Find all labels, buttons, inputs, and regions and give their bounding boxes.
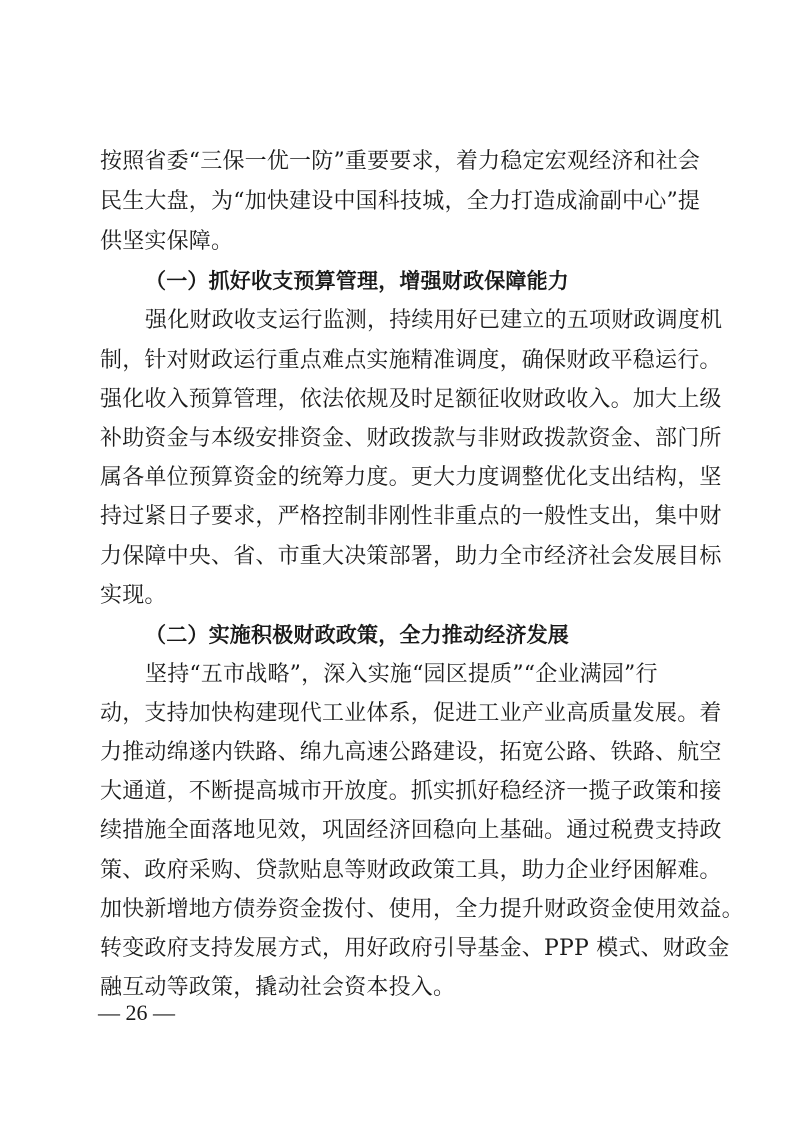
- section2-line-3: 力推动绵遂内铁路、绵九高速公路建设，拓宽公路、铁路、航空: [100, 740, 722, 765]
- section1-line-8: 实现。: [100, 583, 167, 608]
- section-heading-2: （二）实施积极财政政策，全力推动经济发展: [145, 623, 569, 647]
- section1-line-4: 补助资金与本级安排资金、财政拨款与非财政拨款资金、部门所: [100, 426, 722, 451]
- section2-line-9: 融互动等政策，撬动社会资本投入。: [100, 975, 456, 1000]
- section2-line-1: 坚持“五市战略”，深入实施“园区提质”“企业满园”行: [145, 662, 658, 687]
- section2-line-6: 策、政府采购、贷款贴息等财政政策工具，助力企业纾困解难。: [100, 858, 722, 883]
- section1-line-6: 持过紧日子要求，严格控制非刚性非重点的一般性支出，集中财: [100, 504, 722, 529]
- section2-line-5: 续措施全面落地见效，巩固经济回稳向上基础。通过税费支持政: [100, 818, 722, 843]
- section2-line-8: 转变政府支持发展方式，用好政府引导基金、PPP 模式、财政金: [100, 936, 730, 961]
- section1-line-1: 强化财政收支运行监测，持续用好已建立的五项财政调度机: [145, 308, 723, 333]
- section2-line-2: 动，支持加快构建现代工业体系，促进工业产业高质量发展。着: [100, 701, 722, 726]
- section1-line-5: 属各单位预算资金的统筹力度。更大力度调整优化支出结构，坚: [100, 465, 722, 490]
- section1-line-7: 力保障中央、省、市重大决策部署，助力全市经济社会发展目标: [100, 544, 722, 569]
- intro-line-1: 按照省委“三保一优一防”重要要求，着力稳定宏观经济和社会: [100, 149, 701, 174]
- page-number: — 26 —: [98, 1000, 175, 1025]
- intro-line-2: 民生大盘，为“加快建设中国科技城，全力打造成渝副中心”提: [100, 189, 701, 214]
- section2-line-7: 加快新增地方债券资金拨付、使用，全力提升财政资金使用效益。: [100, 897, 744, 922]
- intro-line-3: 供坚实保障。: [100, 229, 234, 254]
- section1-line-3: 强化收入预算管理，依法依规及时足额征收财政收入。加大上级: [100, 387, 722, 412]
- section1-line-2: 制，针对财政运行重点难点实施精准调度，确保财政平稳运行。: [100, 348, 722, 373]
- section2-line-4: 大通道，不断提高城市开放度。抓实抓好稳经济一揽子政策和接: [100, 779, 722, 804]
- section-heading-1: （一）抓好收支预算管理，增强财政保障能力: [145, 269, 569, 293]
